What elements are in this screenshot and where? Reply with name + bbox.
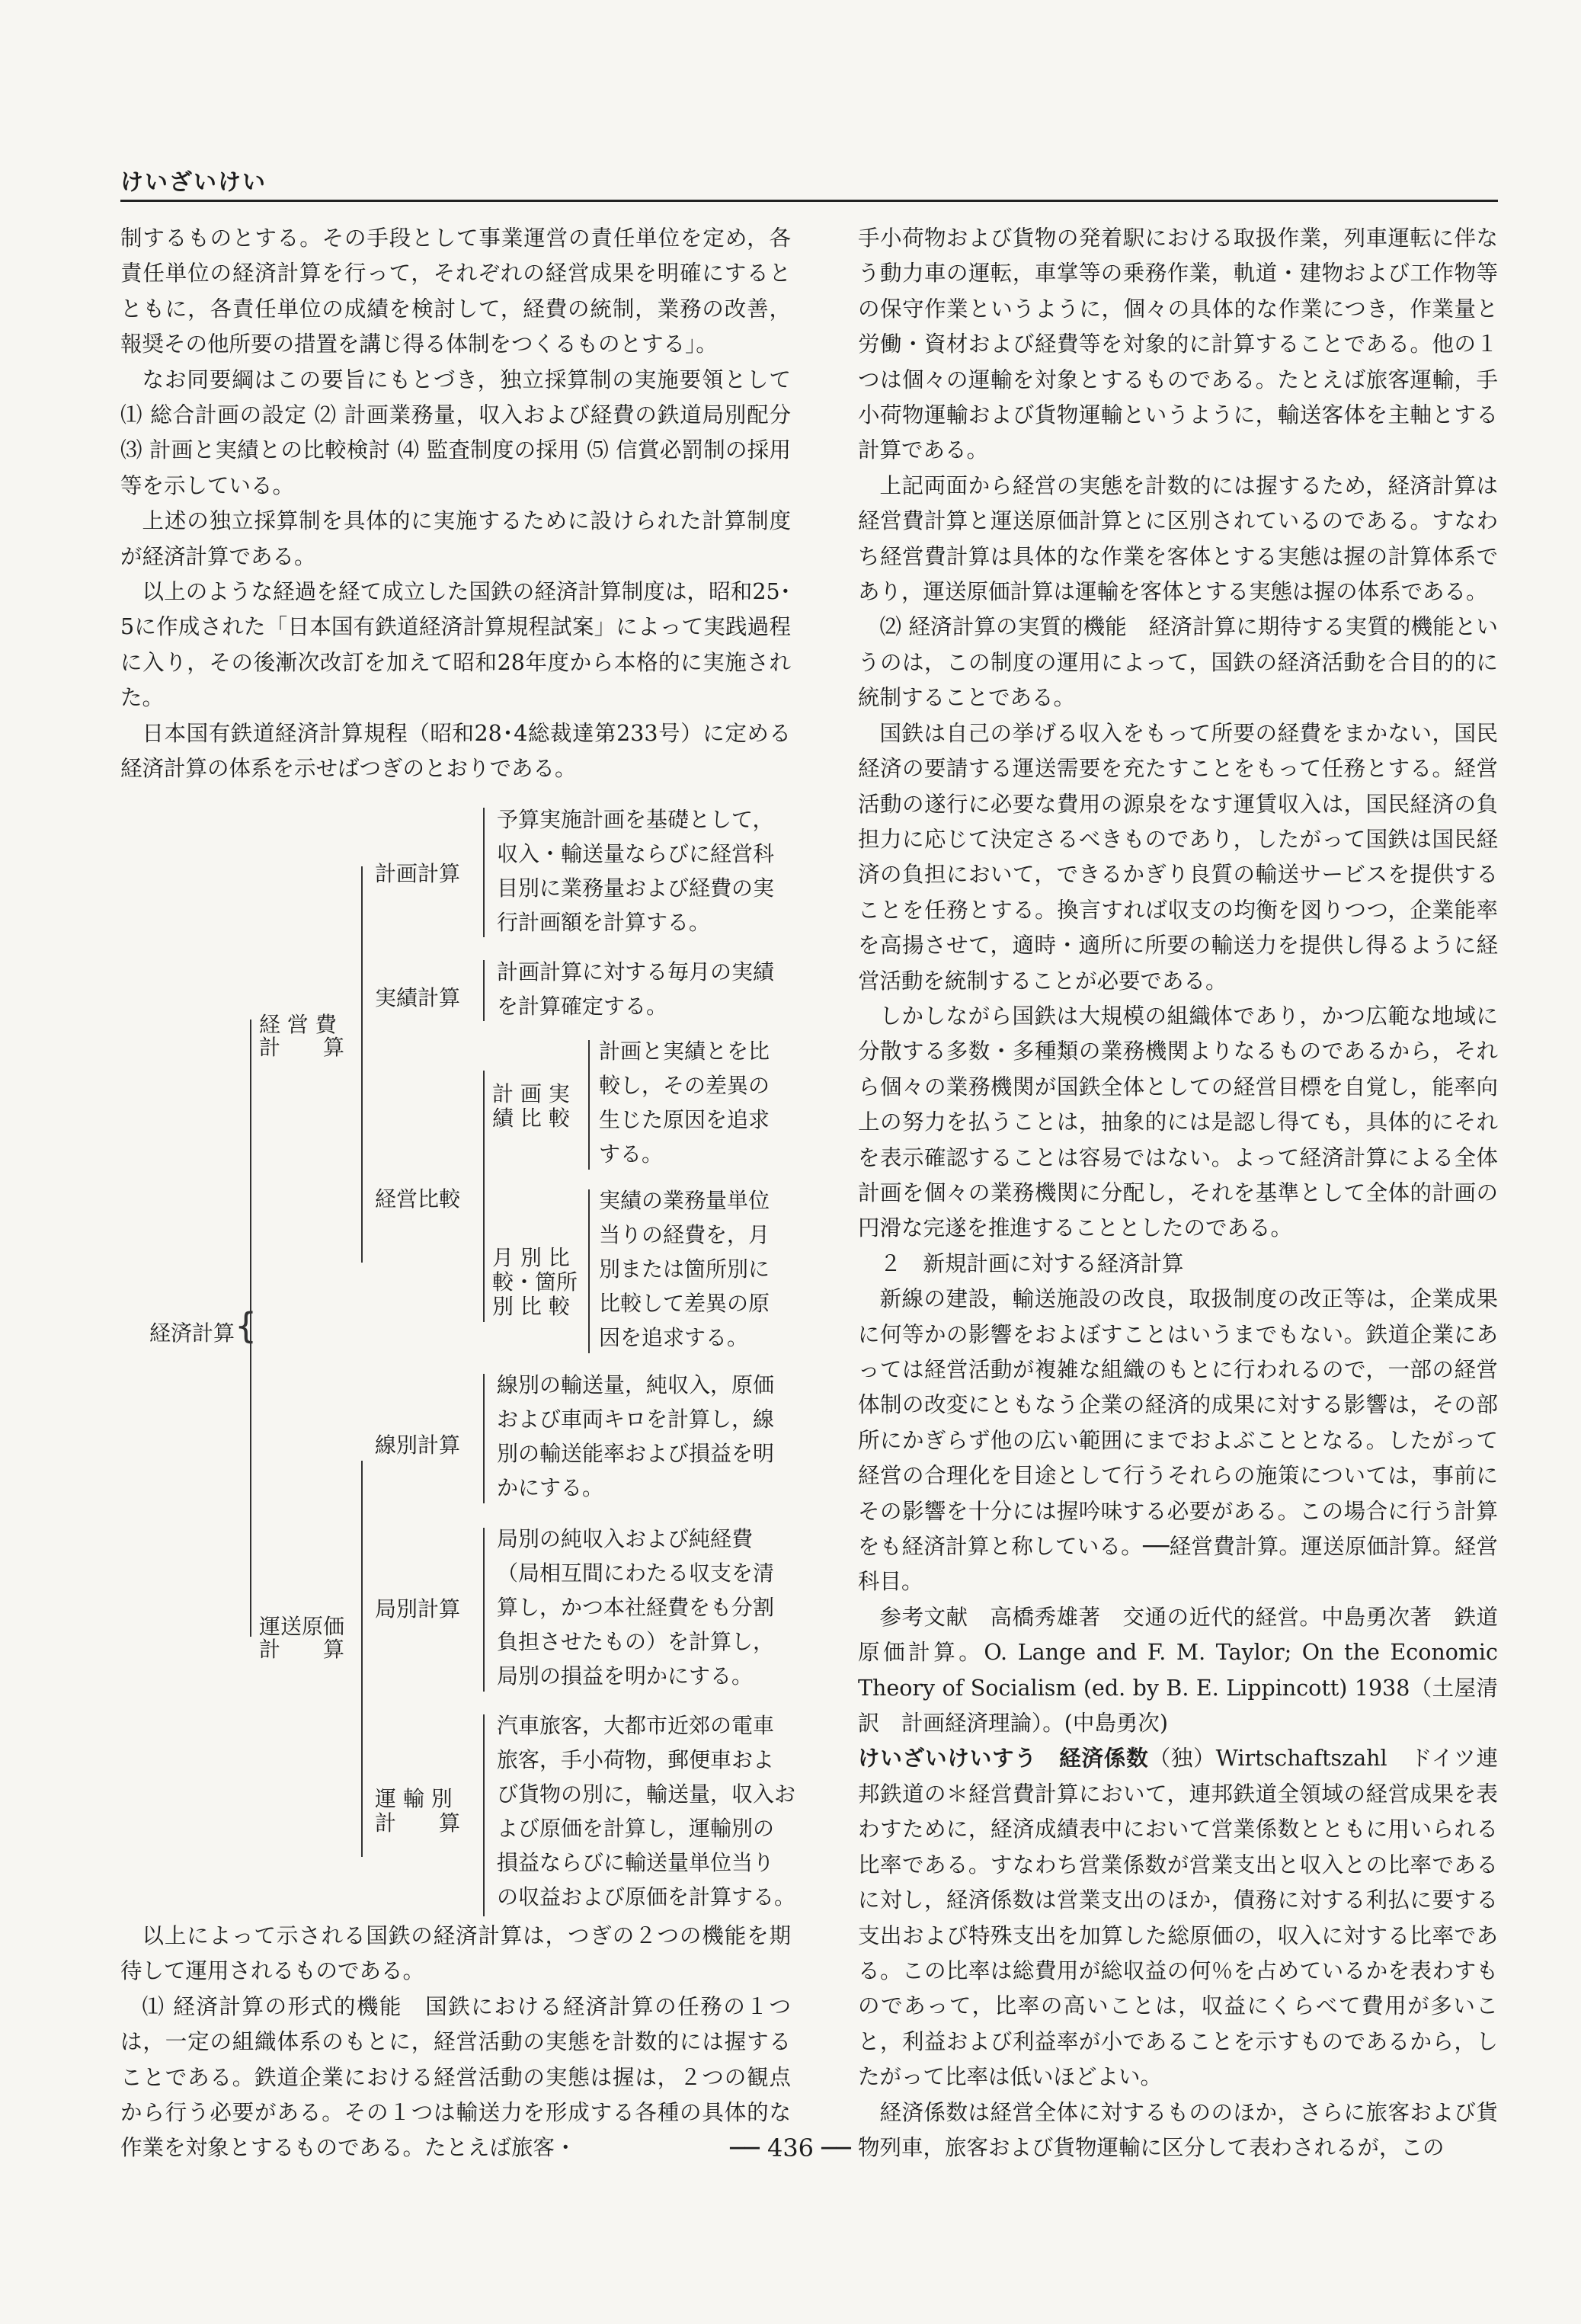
tree-kj-label: 計 画 実 績 比 較 [492,1081,570,1131]
paragraph: 手小荷物および貨物の発着駅における取扱作業，列車運転に伴なう動力車の運転，車掌等の乗務作業，軌道・建物および工作物等の保守作業というように，個々の具体的な作業につき，作業量と労働・資材および経費等を対象的に計算することである。他の１つは個々の運輸を対象とするものである。たとえば旅客運輸，手小荷物運輸および貨物運輸というように，輸送客体を主軸とする計算である。 [858,226,1498,463]
paragraph: なお同要綱はこの要旨にもとづき，独立採算制の実施要領として ⑴ 総合計画の設定 ⑵ 計画業務量，収入および経費の鉄道局別配分 ⑶ 計画と実績との比較検討 ⑷ 監査制度の採用 ⑸ 信賞必罰制の採用等を示している。 [120,367,791,498]
tree-hikaku-label: 経営比較 [375,1186,461,1212]
tree-unsou-label: 運送原価 計 算 [259,1614,345,1662]
tree-connector [361,1461,363,1857]
tree-root-label: 経済計算 [149,1320,235,1346]
paragraph: 日本国有鉄道経済計算規程（昭和28･4総裁達第233号）に定める経済計算の体系を示せばつぎのとおりである。 [120,720,791,782]
section-heading: ２ 新規計画に対する経済計算 [879,1250,1184,1276]
tree-senbetsu-desc: 線別の輸送量，純収入，原価 および車両キロを計算し，線 別の輸送能率および損益を明 かにする。 [497,1372,775,1500]
tree-connector [483,1374,485,1503]
tree-keikaku-desc: 予算実施計画を基礎として， 収入・輸送量ならびに経営科 目別に業務量および経費の実 行計画額を計算する。 [497,807,775,935]
economic-calculation-tree [120,804,806,1909]
paragraph: 以上のような経過を経て成立した国鉄の経済計算制度は，昭和25･5に作成された「日本国有鉄道経済計算規程試案」によって実践過程に入り，その後漸次改訂を加えて昭和28年度から本格的に実施された。 [120,579,791,711]
tree-connector [483,1714,485,1916]
page-number: ── 436 ── [730,2134,851,2162]
entry-headword: けいざいけいすう 経済係数 [858,1746,1149,1772]
paragraph: ⑴ 経済計算の形式的機能 国鉄における経済計算の任務の１つは，一定の組織体系のもとに，経営活動の実態を計数的には握することである。鉄道企業における経営活動の実態は握は，２つの観点から行う必要がある。その１つは輸送力を形成する各種の具体的な作業を対象とするものである。たとえば旅客・ [120,1993,791,2161]
tree-kyokubetsu-desc: 局別の純収入および純経費 （局相互間にわたる収支を清 算し，かつ本社経費をも分割 負担させたもの）を計算し， 局別の損益を明かにする。 [497,1526,775,1689]
tree-gb-label: 月 別 比 較・箇所 別 比 較 [492,1245,578,1319]
entry-body: （独）Wirtschaftszahl ドイツ連邦鉄道の＊経営費計算において，連邦鉄道全領域の経営成果を表わすために，経済成績表中において営業係数とともに用いられる比率である。すなわち営業係数が営業支出と収入との比率であるに対し，経済係数は営業支出のほか，債務に対する利払に要する支出および特殊支出を加算した総原価の，収入に対する比率である。この比率は総費用が総収益の何％を占めているかを表わすものであって，比率の高いことは，収益にくらべて費用が多いこと，利益および利益率が小であることを示すものであるから，したがって比率は低いほどよい。 [858,1746,1498,2090]
left-column [120,221,791,787]
tree-connector [250,1020,251,1637]
tree-connector [483,1528,485,1692]
right-column [858,221,1498,2166]
dictionary-entry [858,1741,1498,2095]
tree-connector [483,808,485,937]
paragraph: 国鉄は自己の挙げる収入をもって所要の経費をまかない，国民経済の要請する運送需要を充たすことをもって任務とする。経営活動の遂行に必要な費用の源泉をなす運賃収入は，国民経済の負担力に応じて決定さるべきものであり，したがって国鉄は国民経済の負担において，できるかぎり良質の輸送サービスを提供することを任務とする。換言すれば収支の均衡を図りつつ，企業能率を高揚させて，適時・適所に所要の輸送力を提供し得るように経営活動を統制することが必要である。 [858,720,1498,994]
header-rule [120,200,1498,202]
tree-jisseki-desc: 計画計算に対する毎月の実績 を計算確定する。 [497,959,775,1019]
tree-yusou-desc: 汽車旅客，大都市近郊の電車 旅客，手小荷物，郵便車およ び貨物の別に，輸送量，収入お よび原価を計算し，運輸別の 損益ならびに輸送量単位当り の収益および原価を計算する。 [497,1713,796,1909]
paragraph: ⑵ 経済計算の実質的機能 経済計算に期待する実質的機能というのは，この制度の運用によって，国鉄の経済活動を合目的的に統制することである。 [858,614,1498,711]
paragraph: 新線の建設，輸送施設の改良，取扱制度の改正等は，企業成果に何等かの影響をおよぼすことはいうまでもない。鉄道企業にあっては経営活動が複雑な組織のもとに行われるので，一部の経営体制の改変にともなう企業の経済的成果に対する影響は，その部所にかぎらず他の広い範囲にまでおよぶこととなる。したがって経営の合理化を目途として行うそれらの施策については，事前にその影響を十分には握吟味する必要がある。この場合に行う計算をも経済計算と称している。──経営費計算。運送原価計算。経営科目。 [858,1286,1498,1595]
tree-jisseki-label: 実績計算 [375,985,461,1010]
tree-yusou-label: 運 輸 別 計 算 [375,1786,461,1836]
tree-connector [588,1040,590,1170]
tree-keiei-label: 経 営 費 計 算 [259,1012,345,1060]
tree-keikaku-label: 計画計算 [375,861,461,886]
tree-kj-desc: 計画と実績とを比 較し，その差異の 生じた原因を追求 する。 [599,1039,770,1167]
tree-senbetsu-label: 線別計算 [375,1432,461,1458]
tree-connector [588,1189,590,1353]
tree-gb-desc: 実績の業務量単位 当りの経費を，月 別または箇所別に 比較して差異の原 因を追求する。 [599,1188,770,1350]
tree-connector [483,960,485,1021]
paragraph: 参考文献 高橋秀雄著 交通の近代的経営。中島勇次著 鉄道原価計算。O. Lange and F. M. Taylor; On the Economic Theory of Socialism (ed. by B. E. Lippincott) 1938（土屋清訳 計画経済理論）。(中島勇次) [858,1604,1498,1737]
paragraph: 上記両面から経営の実態を計数的には握するため，経済計算は経営費計算と運送原価計算とに区別されているのである。すなわち経営費計算は具体的な作業を客体とする実態は握の計算体系であり，運送原価計算は運輸を客体とする実態は握の体系である。 [858,472,1498,605]
paragraph: 以上によって示される国鉄の経済計算は，つぎの２つの機能を期待して運用されるものである。 [120,1923,791,1984]
paragraph: 制するものとする。その手段として事業運営の責任単位を定め，各責任単位の経済計算を行って，それぞれの経営成果を明確にするとともに，各責任単位の成績を検討して，経費の統制，業務の改善，報奨その他所要の措置を講じ得る体制をつくるものとする」。 [120,226,791,357]
left-column-bottom [120,1919,791,2166]
brace-icon: { [235,1305,258,1346]
paragraph: しかしながら国鉄は大規模の組織体であり，かつ広範な地域に分散する多数・多種類の業務機関よりなるものであるから，それら個々の業務機関が国鉄全体としての経営目標を自覚し，能率向上の努力を払うことは，抽象的には是認し得ても，具体的にそれを表示確認することは容易ではない。よって経済計算による全体計画を個々の業務機関に分配し，それを基準として全体的計画の円滑な完遂を推進することとしたのである。 [858,1003,1498,1241]
tree-connector [361,866,363,1263]
tree-connector [483,1071,485,1322]
tree-kyokubetsu-label: 局別計算 [375,1596,461,1621]
paragraph: 上述の独立採算制を具体的に実施するために設けられた計算制度が経済計算である。 [120,508,791,569]
running-head: けいざいけい [120,169,267,196]
paragraph: 経済係数は経営全体に対するもののほか，さらに旅客および貨物列車，旅客および貨物運輸に区分して表わされるが，この [858,2099,1498,2160]
